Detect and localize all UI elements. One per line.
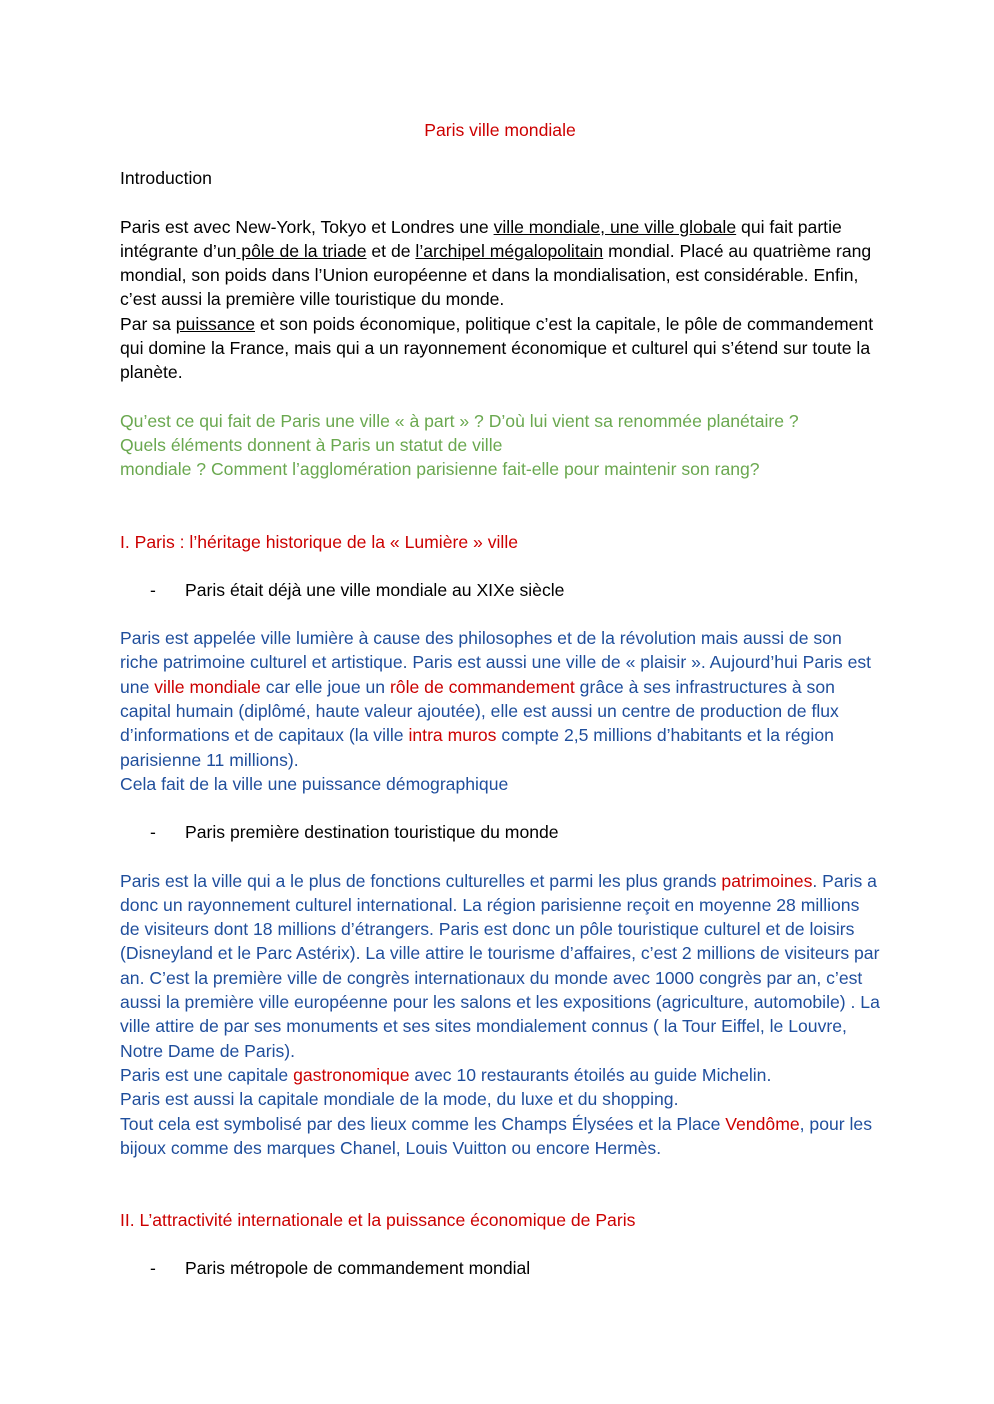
body-text: car elle joue un xyxy=(260,676,390,697)
highlight-term: patrimoines xyxy=(721,870,813,891)
intro-text: Paris est avec New-York, Tokyo et Londres une xyxy=(120,216,494,237)
underlined-term: l’archipel mégalopolitain xyxy=(415,240,604,261)
intro-text: et de xyxy=(366,240,416,261)
section-1-bullet-2 xyxy=(120,820,880,844)
underlined-term: ville mondiale, une ville globale xyxy=(493,216,737,237)
section-1-bullet-1 xyxy=(120,578,880,602)
question-line: Quels éléments donnent à Paris un statut de ville xyxy=(120,434,503,455)
intro-text: mondial. Placé au quatrième rang mondial, son poids dans l’Union européenne et dans la mondialisation, est considérable. Enfin, c’est aussi la première ville touristique du monde. xyxy=(120,240,872,310)
section-2-heading: II. L’attractivité internationale et la puissance économique de Paris xyxy=(120,1210,636,1231)
body-text: , pour les bijoux comme des marques Chanel, Louis Vuitton ou encore Hermès. xyxy=(120,1113,873,1158)
body-line: Paris est aussi la capitale mondiale de la mode, du luxe et du shopping. xyxy=(120,1089,679,1110)
bullet-dash: - xyxy=(150,579,156,600)
body-text: avec 10 restaurants étoilés au guide Michelin. xyxy=(409,1064,772,1085)
intro-text: et son poids économique, politique c’est la capitale, le pôle de commandement qui domine la France, mais qui a un rayonnement économique et culturel qui s’étend sur toute la planète. xyxy=(120,313,874,383)
section-1-paragraph-2 xyxy=(120,869,880,1161)
section-2-bullet-1 xyxy=(120,1256,880,1280)
underlined-term: pôle de la triade xyxy=(236,240,367,261)
underlined-term: puissance xyxy=(175,313,255,334)
body-text: . Paris a donc un rayonnement culturel international. La région parisienne reçoit en moyenne 28 millions de visiteurs dont 18 millions d’étrangers. Paris est donc un pôle touristique culturel et de loisirs (Disneyland et le Parc Astérix). La ville attire le tourisme d’affaires, c’est 2 millions de visiteurs par an. C’est la première ville de congrès internationaux du monde avec 1000 congrès par an, c’est aussi la première ville européenne pour les salons et les expositions (agriculture, automobile) . La ville attire de par ses monuments et ses sites mondialement connus ( la Tour Eiffel, le Louvre, Notre Dame de Paris). xyxy=(120,870,880,1061)
bullet-dash: - xyxy=(150,1258,156,1279)
body-text: Tout cela est symbolisé par des lieux comme les Champs Élysées et la Place xyxy=(120,1113,726,1134)
bullet-text: Paris métropole de commandement mondial xyxy=(185,1258,531,1279)
body-text: compte 2,5 millions d’habitants et la région parisienne 11 millions). xyxy=(120,725,834,770)
highlight-term: rôle de commandement xyxy=(389,676,575,697)
document-page xyxy=(120,118,880,1281)
bullet-dash: - xyxy=(150,822,156,843)
document-title: Paris ville mondiale xyxy=(424,120,576,140)
bullet-text: Paris première destination touristique du monde xyxy=(185,822,559,843)
body-line: Cela fait de la ville une puissance démographique xyxy=(120,773,509,794)
question-line: mondiale ? Comment l’agglomération parisienne fait-elle pour maintenir son rang? xyxy=(120,459,760,480)
intro-paragraph xyxy=(120,215,880,312)
section-1-heading: I. Paris : l’héritage historique de la « Lumière » ville xyxy=(120,531,519,552)
highlight-term: ville mondiale xyxy=(154,676,261,697)
intro-heading: Introduction xyxy=(120,168,212,189)
body-text: Paris est appelée ville lumière à cause des philosophes et de la révolution mais aussi de son riche patrimoine culturel et artistique. Paris est aussi une ville de « plaisir ». Aujourd’hui Paris est une xyxy=(120,628,872,697)
body-text: Paris est une capitale xyxy=(120,1064,294,1085)
body-text: grâce à ses infrastructures à son capital humain (diplômé, haute valeur ajoutée), elle est aussi un centre de production de flux d’informations et de capitaux (la ville xyxy=(120,676,839,746)
intro-text: qui fait partie intégrante d’un xyxy=(120,216,842,261)
question-line: Qu’est ce qui fait de Paris une ville « à part » ? D’où lui vient sa renommée planétaire ? xyxy=(120,410,799,431)
intro-text: Par sa xyxy=(120,313,176,334)
highlight-term: gastronomique xyxy=(293,1064,410,1085)
bullet-text: Paris était déjà une ville mondiale au XIXe siècle xyxy=(185,579,565,600)
section-1-paragraph-1 xyxy=(120,626,880,796)
highlight-term: intra muros xyxy=(408,725,497,746)
intro-paragraph-2 xyxy=(120,312,880,385)
highlight-term: Vendôme xyxy=(725,1113,800,1134)
body-text: Paris est la ville qui a le plus de fonctions culturelles et parmi les plus grands xyxy=(120,870,722,891)
problematic-questions xyxy=(120,409,880,482)
